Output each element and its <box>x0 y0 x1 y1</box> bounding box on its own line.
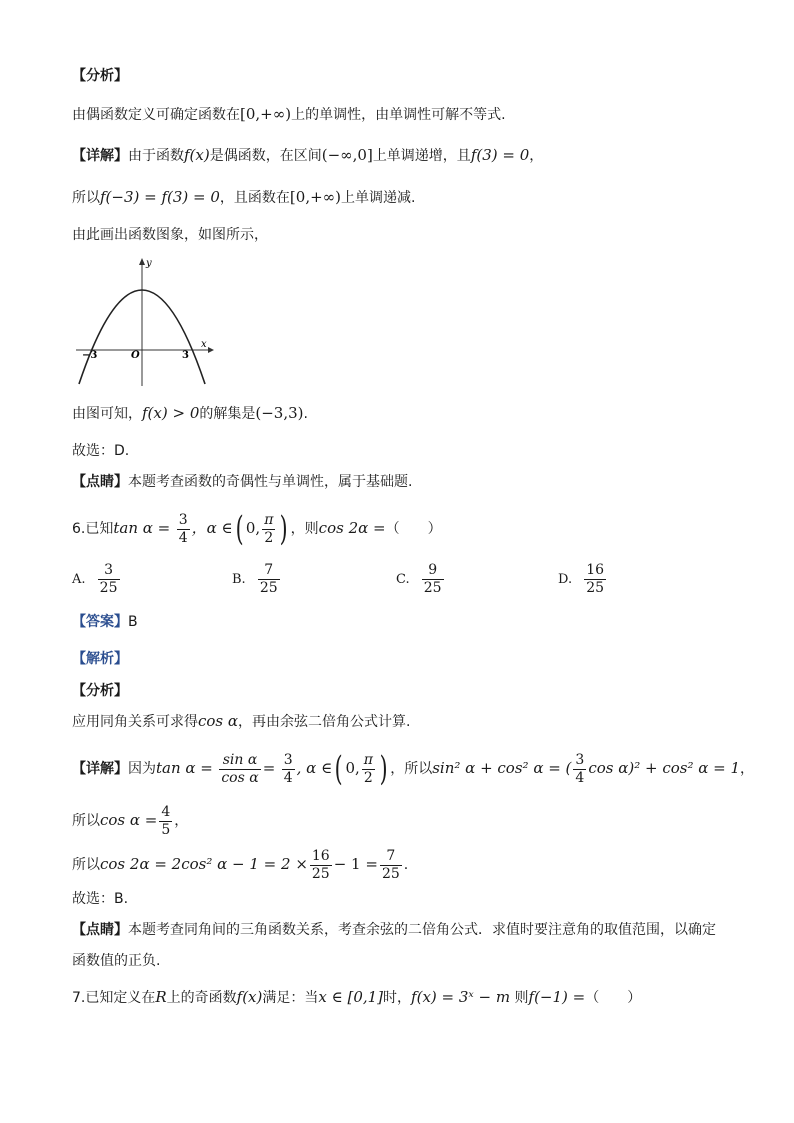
analysis-text-2: 应用同角关系可求得cos α，再由余弦二倍角公式计算. <box>72 712 411 730</box>
analysis-label-1: 【分析】 <box>72 68 128 84</box>
option-d: D. $\frac{16}{25}$ <box>558 562 605 596</box>
tan-fraction: $\frac{3}{4}$ <box>178 511 188 546</box>
option-b: B. $\frac{7}{25}$ <box>232 562 278 596</box>
choose-line-2: 故选：B. <box>72 891 129 907</box>
y-axis-arrow-icon <box>139 258 145 265</box>
analysis-label-2: 【分析】 <box>72 683 128 699</box>
option-c: C. $\frac{9}{25}$ <box>396 562 442 596</box>
from-graph-line: 由图可知，f(x) > 0的解集是(−3,3). <box>72 404 308 422</box>
comment-line-2: 【点睛】本题考查同角间的三角函数关系，考查余弦的二倍角公式．求值时要注意角的取值范围，以确定 <box>72 922 716 938</box>
parse-label: 【解析】 <box>72 651 128 667</box>
detail-line-3: 【详解】因为tan α = $\frac{\text{sin α}}{\text{cos α}}$ = $\frac{3}{4}$ , α ∈( 0, $\frac{\pi}{2}$ ) ，所以sin² α + cos² α = ( $\frac{3}{4}$ cos α)² + cos² α = 1， <box>72 749 755 789</box>
question-6-stem: 6.已知tan α = $\frac{3}{4}$ ，α ∈( 0, $\frac{\pi}{2}$ ) ，则cos 2α =（ ） <box>72 509 442 549</box>
answer-line: 【答案】B <box>72 614 138 630</box>
option-a: A. $\frac{3}{25}$ <box>72 562 118 596</box>
y-axis-label: y <box>146 258 152 269</box>
x-axis-label: x <box>201 339 207 350</box>
origin-label: O <box>131 350 140 361</box>
pi-fraction: $\frac{\pi}{2}$ <box>264 511 274 546</box>
analysis-text-1: 由偶函数定义可确定函数在[0,+∞)上的单调性，由单调性可解不等式. <box>72 105 506 123</box>
left-root-label: −3 <box>82 350 98 361</box>
question-7-stem: 7.已知定义在R上的奇函数f(x)满足：当x ∈ [0,1]时，f(x) = 3ˣ − m 则f(−1) =（ ） <box>72 988 642 1006</box>
cos-alpha-line: 所以cos α = $\frac{4}{5}$ ， <box>72 803 189 838</box>
detail-line-1: 【详解】由于函数f(x)是偶函数，在区间(−∞,0]上单调递增，且f(3) = 0， <box>72 146 544 164</box>
cos-2alpha-line: 所以cos 2α = 2cos² α − 1 = 2 × $\frac{16}{25}$ − 1 = $\frac{7}{25}$ . <box>72 847 409 882</box>
parabola-graph <box>74 256 216 388</box>
detail-line-2: 所以f(−3) = f(3) = 0，且函数在[0,+∞)上单调递减. <box>72 188 416 206</box>
x-axis-arrow-icon <box>208 347 214 353</box>
choose-line-1: 故选：D. <box>72 443 130 459</box>
draw-graph-text: 由此画出函数图象，如图所示， <box>72 227 268 243</box>
right-root-label: 3 <box>182 350 189 361</box>
comment-line-1: 【点睛】本题考查函数的奇偶性与单调性，属于基础题. <box>72 474 413 490</box>
comment-line-2-cont: 函数值的正负. <box>72 953 161 969</box>
